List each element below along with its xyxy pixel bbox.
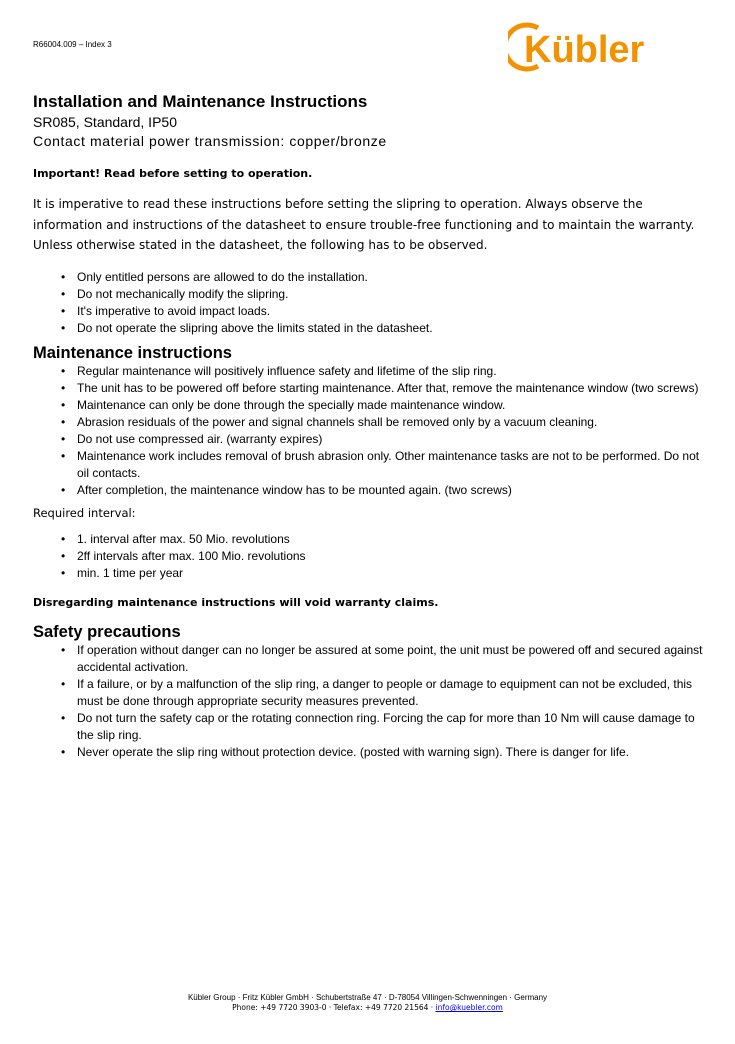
interval-list bbox=[33, 531, 709, 582]
list-item: • Maintenance can only be done through the specially made maintenance window. bbox=[33, 397, 709, 414]
list-item: • Do not turn the safety cap or the rotating connection ring. Forcing the cap for more than 10 Nm will cause damage to the slip ring. bbox=[33, 710, 709, 744]
warranty-warning: Disregarding maintenance instructions will void warranty claims. bbox=[33, 595, 439, 609]
intro-paragraph: It is imperative to read these instructions before setting the slipring to operation. Always observe the information and instructions of the datasheet to ensure trouble-free functioning and to maintain the warranty. Unless otherwise stated in the datasheet, the following has to be observed. bbox=[33, 197, 695, 252]
svg-text:Kübler: Kübler bbox=[524, 29, 645, 71]
important-notice: Important! Read before setting to operation. bbox=[33, 167, 313, 180]
list-item: • The unit has to be powered off before starting maintenance. After that, remove the maintenance window (two screws) bbox=[33, 380, 709, 397]
email-link[interactable]: info@kuebler.com bbox=[435, 1003, 503, 1012]
list-item: • After completion, the maintenance window has to be mounted again. (two screws) bbox=[33, 482, 709, 499]
kuebler-logo bbox=[508, 20, 688, 72]
footer-address: Kübler Group · Fritz Kübler GmbH · Schubertstraße 47 · D-78054 Villingen-Schwenningen · Germany bbox=[187, 993, 548, 1002]
list-item: • It's imperative to avoid impact loads. bbox=[33, 303, 709, 320]
list-item: • Regular maintenance will positively influence safety and lifetime of the slip ring. bbox=[33, 363, 709, 380]
footer-phone-fax: Phone: +49 7720 3903-0 · Telefax: +49 7720 21564 · bbox=[232, 1003, 436, 1012]
list-item: • Do not operate the slipring above the limits stated in the datasheet. bbox=[33, 320, 709, 337]
list-item: • Maintenance work includes removal of brush abrasion only. Other maintenance tasks are not to be performed. Do not oil contacts. bbox=[33, 448, 709, 482]
list-item: • 2ff intervals after max. 100 Mio. revolutions bbox=[33, 548, 709, 565]
document-reference: R66004.009 – Index 3 bbox=[33, 40, 112, 49]
footer-contact bbox=[0, 1003, 735, 1013]
list-item: • Do not use compressed air. (warranty expires) bbox=[33, 431, 709, 448]
safety-list bbox=[33, 642, 709, 761]
page-title: Installation and Maintenance Instructions bbox=[33, 92, 368, 111]
safety-heading: Safety precautions bbox=[33, 622, 181, 641]
list-item: • Never operate the slip ring without protection device. (posted with warning sign). There is danger for life. bbox=[33, 744, 709, 761]
document-body bbox=[33, 92, 709, 761]
list-item: • If a failure, or by a malfunction of the slip ring, a danger to people or damage to equipment can not be excluded, this must be done through appropriate security measures prevented. bbox=[33, 676, 709, 710]
list-item: • 1. interval after max. 50 Mio. revolutions bbox=[33, 531, 709, 548]
list-item: • If operation without danger can no longer be assured at some point, the unit must be powered off and secured against accidental activation. bbox=[33, 642, 709, 676]
list-item: • Abrasion residuals of the power and signal channels shall be removed only by a vacuum cleaning. bbox=[33, 414, 709, 431]
list-item: • Only entitled persons are allowed to do the installation. bbox=[33, 269, 709, 286]
page-footer bbox=[0, 992, 735, 1013]
material-subtitle: Contact material power transmission: copper/bronze bbox=[33, 133, 387, 149]
list-item: • Do not mechanically modify the slipring. bbox=[33, 286, 709, 303]
maintenance-list bbox=[33, 363, 709, 499]
maintenance-heading: Maintenance instructions bbox=[33, 343, 232, 362]
list-item: • min. 1 time per year bbox=[33, 565, 709, 582]
product-subtitle: SR085, Standard, IP50 bbox=[33, 114, 177, 130]
interval-label: Required interval: bbox=[33, 505, 136, 520]
general-rules-list bbox=[33, 269, 709, 337]
